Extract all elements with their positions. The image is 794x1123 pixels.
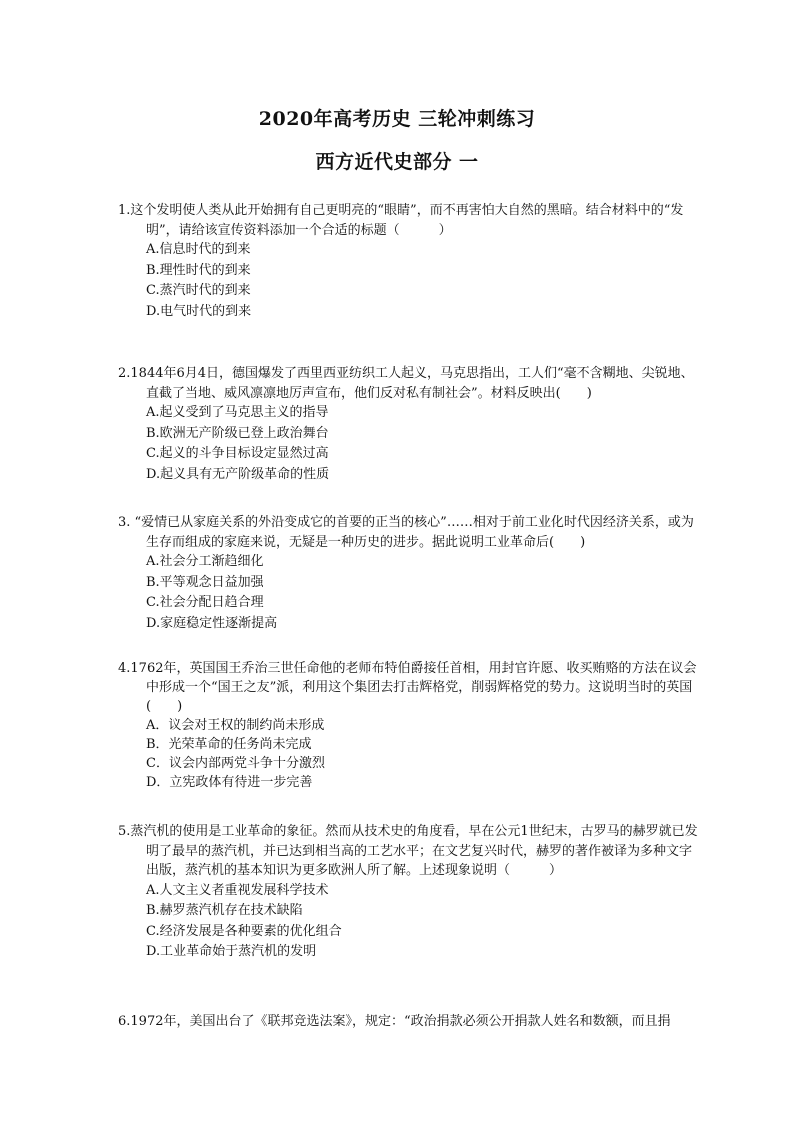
option-d: D.家庭稳定性逐渐提高 [146,615,278,631]
option-d: D.工业革命始于蒸汽机的发明 [146,944,317,959]
option-list [118,240,702,322]
question-stem: 2.1844年6月4日，德国爆发了西里西亚纺织工人起义，马克思指出，工人们“毫不含糊地、尖锐地、直截了当地、威风凛凛地厉声宣布，他们反对私有制社会”。材料反映出( ) [118,366,694,401]
option-b: B.平等观念日益加强 [146,574,264,590]
question-6 [118,1012,702,1032]
question-2 [118,364,702,485]
option-b: B.理性时代的到来 [146,262,251,278]
option-c: C.起义的斗争目标设定显然过高 [146,446,329,461]
question-stem: 6.1972年，美国出台了《联邦竞选法案》，规定：“政治捐款必须公开捐款人姓名和数额，而且捐 [118,1014,671,1029]
option-c: C.蒸汽时代的到来 [146,283,251,298]
option-d: D.电气时代的到来 [146,303,252,319]
option-a: A．议会对王权的制约尚未形成 [146,718,325,733]
option-c: C.社会分配日趋合理 [146,595,264,610]
question-stem: 4.1762年，英国国王乔治三世任命他的老师布特伯爵接任首相，用封官许愿、收买贿赂的方法在议会中形成一个“国王之友”派，利用这个集团去打击辉格党，削弱辉格党的势力。这说明当时的英国( ) [118,661,697,714]
option-d: D.起义具有无产阶级革命的性质 [146,466,330,482]
option-a: A.信息时代的到来 [146,242,251,257]
option-list [118,716,702,792]
option-list [118,881,702,963]
option-b: B.欧洲无产阶级已登上政治舞台 [146,425,329,441]
question-1 [118,201,702,322]
option-a: A.人文主义者重视发展科学技术 [146,882,329,898]
option-b: B.赫罗蒸汽机存在技术缺陷 [146,903,303,918]
question-5 [118,822,702,963]
question-4 [118,659,702,792]
option-d: D．立宪政体有待进一步完善 [146,775,313,790]
document-title: 2020年高考历史 三轮冲刺练习 [258,108,536,130]
question-stem: 3. “爱情已从家庭关系的外沿变成它的首要的正当的核心”……相对于前工业化时代因经济关系，或为生存而组成的家庭来说，无疑是一种历史的进步。据此说明工业革命后( ) [118,515,694,550]
question-stem: 5.蒸汽机的使用是工业革命的象征。然而从技术史的角度看，早在公元1世纪末，古罗马的赫罗就已发明了最早的蒸汽机，并已达到相当高的工艺水平；在文艺复兴时代，赫罗的著作被译为多种文字出版，蒸汽机的基本知识为更多欧洲人所了解。上述现象说明（ ） [118,824,698,878]
option-b: B．光荣革命的任务尚未完成 [146,737,312,752]
option-a: A.社会分工渐趋细化 [146,554,264,569]
option-c: C.经济发展是各种要素的优化组合 [146,923,342,939]
question-stem: 1.这个发明使人类从此开始拥有自己更明亮的“眼睛”，而不再害怕大自然的黑暗。结合材料中的“发明”，请给该宣传资料添加一个合适的标题（ ） [118,203,684,238]
question-3 [118,513,702,634]
option-list [118,403,702,485]
option-a: A.起义受到了马克思主义的指导 [146,405,329,420]
option-c: C．议会内部两党斗争十分激烈 [146,756,325,771]
option-list [118,552,702,634]
document-subtitle: 西方近代史部分 一 [315,151,479,173]
